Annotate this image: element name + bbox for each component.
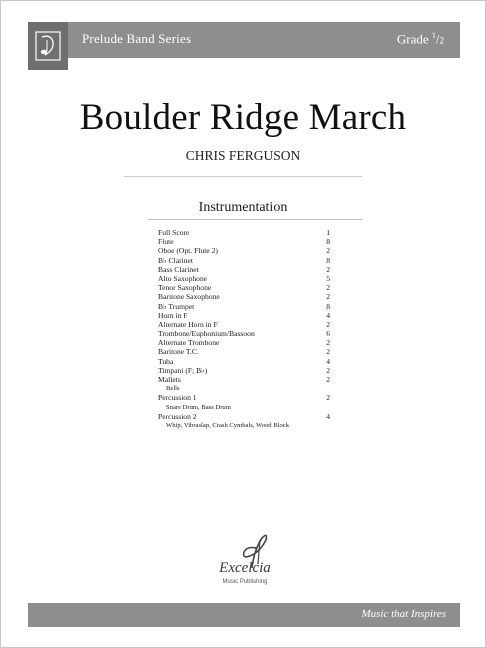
instrument-quantity: 8 xyxy=(326,237,330,247)
instrument-quantity: 2 xyxy=(326,319,330,329)
instrument-name: Oboe (Opt. Flute 2) xyxy=(158,246,218,256)
grade-label: Grade $^1$/2 xyxy=(396,31,444,47)
instrument-quantity: 5 xyxy=(326,273,330,283)
instrument-quantity: 1 xyxy=(326,228,330,237)
instrument-name: Percussion 1 xyxy=(158,393,197,403)
instrument-row xyxy=(158,302,330,311)
instrument-row xyxy=(158,393,330,402)
instrument-detail xyxy=(158,384,330,393)
instrument-row xyxy=(158,320,330,329)
instrument-name: Timpani (F; B♭) xyxy=(158,365,208,375)
instrument-detail xyxy=(158,421,330,430)
instrument-name: B♭ Clarinet xyxy=(158,255,194,265)
instrument-name: Alto Saxophone xyxy=(158,273,208,283)
instrument-quantity: 8 xyxy=(326,301,330,311)
instrument-row xyxy=(158,375,330,384)
instrument-name: Mallets xyxy=(158,375,181,384)
instrument-row xyxy=(158,366,330,375)
instrument-row xyxy=(158,246,330,255)
instrument-quantity: 2 xyxy=(326,393,330,403)
publisher-name: Excelcia xyxy=(219,560,271,576)
instrument-quantity: 2 xyxy=(326,292,330,302)
instrument-row xyxy=(158,237,330,246)
instrument-name: Trombone/Euphonium/Bassoon xyxy=(158,329,255,339)
instrument-name: Bells xyxy=(166,385,180,393)
instrument-row xyxy=(158,283,330,292)
instrument-name: Baritone Saxophone xyxy=(158,292,220,302)
instrument-name: Tuba xyxy=(158,356,174,366)
instrument-row xyxy=(158,292,330,301)
instrument-quantity: 4 xyxy=(326,310,330,320)
instrument-row xyxy=(158,329,330,338)
instrument-name: Percussion 2 xyxy=(158,411,197,421)
title-divider xyxy=(124,176,362,177)
instrument-row xyxy=(158,347,330,356)
series-name: Prelude Band Series xyxy=(82,31,192,46)
instrument-row xyxy=(158,274,330,283)
grade-denominator: 2 xyxy=(439,35,444,46)
instrument-quantity: 2 xyxy=(326,338,330,348)
instrument-quantity: 6 xyxy=(326,329,330,339)
instrument-name: Tenor Saxophone xyxy=(158,283,212,293)
instrument-quantity: 2 xyxy=(326,246,330,256)
grade-word: Grade xyxy=(396,31,429,47)
composer-name: CHRIS FERGUSON xyxy=(185,148,301,163)
instrument-quantity xyxy=(320,421,330,430)
instrument-quantity xyxy=(320,384,330,393)
publisher-logo xyxy=(200,530,290,592)
series-logo xyxy=(28,22,68,70)
publisher-subtitle: Music Publishing xyxy=(222,579,268,585)
instrument-name: Alternate Horn in F xyxy=(158,319,218,329)
instrument-name: Snare Drum, Bass Drum xyxy=(166,403,231,411)
instrument-name: Baritone T.C. xyxy=(158,347,199,357)
footer-tagline: Music that Inspires xyxy=(361,608,446,620)
instrument-row xyxy=(158,228,330,237)
instrument-name: Horn in F xyxy=(158,310,188,320)
instrument-quantity: 2 xyxy=(326,375,330,384)
instrument-quantity: 2 xyxy=(326,347,330,357)
grade-numerator: 1 xyxy=(431,31,436,40)
instrument-name: Bass Clarinet xyxy=(158,264,199,274)
instrument-quantity xyxy=(320,403,330,412)
instrument-row xyxy=(158,311,330,320)
instrument-name: Alternate Trombone xyxy=(158,338,220,348)
instrument-row xyxy=(158,265,330,274)
instrument-quantity: 2 xyxy=(326,264,330,274)
instrument-quantity: 2 xyxy=(326,283,330,293)
instrument-row xyxy=(158,256,330,265)
instrumentation-heading: Instrumentation xyxy=(198,200,288,215)
instrument-row xyxy=(158,338,330,347)
page-title: Boulder Ridge March xyxy=(79,97,407,138)
instrument-name: Full Score xyxy=(158,228,190,237)
instrument-quantity: 2 xyxy=(326,365,330,375)
instrument-name: Whip, Vibraslap, Crash Cymbals, Wood Block xyxy=(166,421,290,429)
music-note-icon xyxy=(33,28,63,64)
instrument-name: Flute xyxy=(158,237,174,247)
heading-underline xyxy=(148,219,362,220)
instrument-quantity: 4 xyxy=(326,411,330,421)
instrument-quantity: 4 xyxy=(326,356,330,366)
instrument-row xyxy=(158,357,330,366)
instrument-row xyxy=(158,412,330,421)
instrument-quantity: 8 xyxy=(326,255,330,265)
instrument-detail xyxy=(158,403,330,412)
instrument-name: B♭ Trumpet xyxy=(158,301,195,311)
instrument-list xyxy=(158,228,330,430)
